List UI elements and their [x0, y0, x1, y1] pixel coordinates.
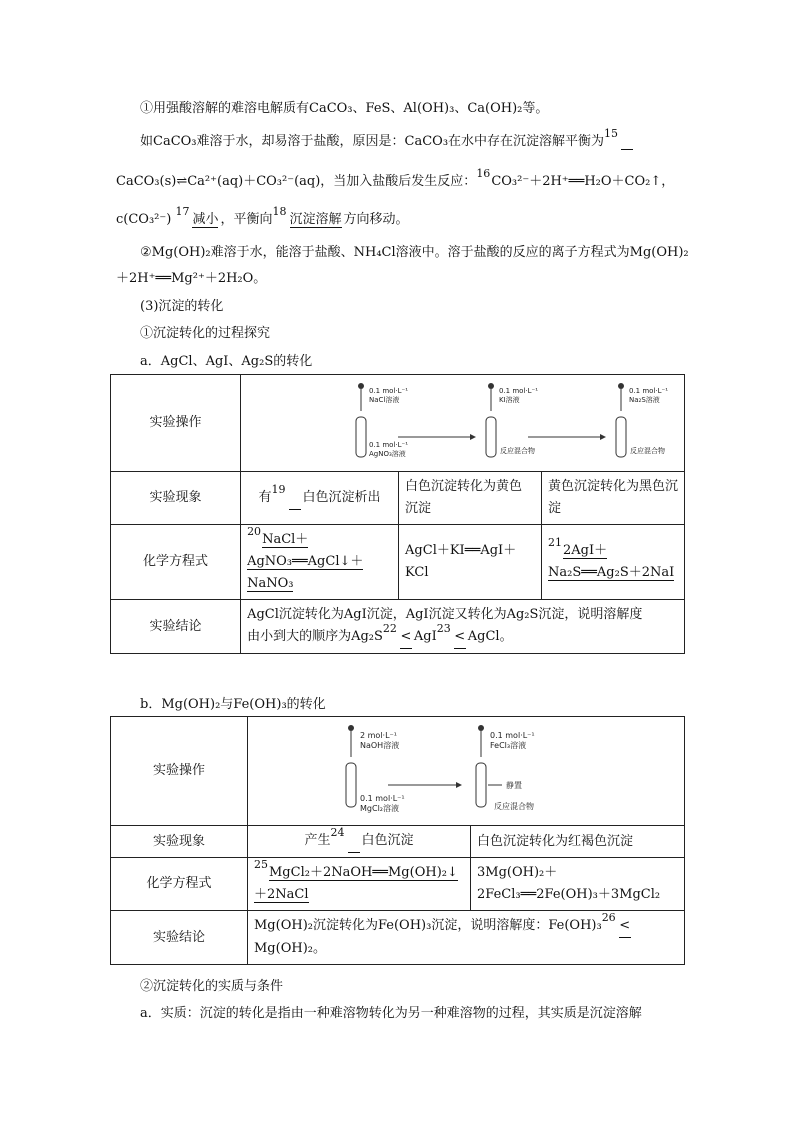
obs-text: 白色沉淀析出 [302, 489, 381, 505]
label-conclusion: 实验结论 [111, 911, 248, 965]
heading-b: b．Mg(OH)₂与Fe(OH)₃的转化 [140, 697, 326, 712]
conclusion-text: Mg(OH)₂沉淀转化为Fe(OH)₃沉淀，说明溶解度：Fe(OH)₃ [254, 918, 602, 933]
obs-prefix: 有 [258, 489, 272, 505]
obs-text: 白色沉淀 [361, 833, 414, 848]
conclusion-text: Mg(OH)₂。 [254, 941, 326, 956]
label-operation: 实验操作 [111, 375, 241, 472]
para-strong-acid: ①用强酸溶解的难溶电解质有CaCO₃、FeS、Al(OH)₃、Ca(OH)₂等。 [140, 101, 549, 116]
para-equilibrium [116, 167, 675, 189]
arrow-head-icon [600, 434, 606, 440]
obs-white [241, 472, 399, 525]
blank-18: 沉淀溶解 [290, 208, 342, 228]
heading-process: ①沉淀转化的过程探究 [140, 326, 271, 341]
mixture-label: 反应混合物 [499, 447, 535, 455]
equation-3 [542, 525, 685, 600]
equilibrium-text: CaCO₃(s)⇌Ca²⁺(aq)＋CO₃²⁻(aq)，当加入盐酸后发生反应： [116, 174, 477, 189]
equation-text: 2AgI＋Na₂S══Ag₂S＋2NaI [548, 543, 675, 580]
stand-label: 静置 [506, 781, 522, 790]
test-tube-diagram [248, 379, 678, 467]
dropper-bulb [358, 383, 364, 389]
test-tube [356, 417, 366, 457]
table-mg-conversion [110, 716, 685, 965]
test-tube [476, 763, 486, 807]
blank-number-15: 15 [604, 127, 619, 140]
conclusion-text: AgCl沉淀转化为AgI沉淀，AgI沉淀又转化为Ag₂S沉淀，说明溶解度 [247, 607, 643, 622]
conclusion-text: 由小到大的顺序为Ag₂S [247, 629, 383, 644]
heading-a: a．AgCl、AgI、Ag₂S的转化 [140, 354, 313, 369]
blank-22: < [400, 626, 412, 649]
conclusion-text: AgI [413, 629, 437, 644]
equation-2: 3Mg(OH)₂＋2FeCl₃══2Fe(OH)₃＋3MgCl₂ [471, 858, 685, 911]
label-equation: 化学方程式 [111, 858, 248, 911]
heading-essence: ②沉淀转化的实质与条件 [140, 979, 284, 994]
para-caco3 [140, 127, 635, 150]
para-shift [116, 205, 409, 228]
obs-red-brown: 白色沉淀转化为红褐色沉淀 [471, 826, 685, 858]
equation-2: AgCl＋KI══AgI＋KCl [399, 525, 542, 600]
equation-text: MgCl₂＋2NaOH══Mg(OH)₂↓＋2NaCl [254, 865, 458, 902]
reagent-label: MgCl₂溶液 [360, 804, 399, 813]
blank-number-18: 18 [272, 205, 287, 218]
mixture-label: 反应混合物 [629, 447, 665, 455]
label-conclusion: 实验结论 [111, 600, 241, 654]
reagent-label: NaOH溶液 [360, 741, 400, 750]
mixture-label: 反应混合物 [494, 802, 534, 811]
blank-number-21: 21 [548, 536, 562, 549]
reagent-label: 2 mol·L⁻¹ [360, 731, 397, 740]
reagent-label: KI溶液 [498, 396, 520, 404]
equation-1 [248, 858, 471, 911]
blank-number-19: 19 [271, 482, 286, 496]
blank-number-16: 16 [476, 167, 491, 180]
para-mgoh2: ②Mg(OH)₂难溶于水，能溶于盐酸、NH₄Cl溶液中。溶于盐酸的反应的离子方程式为Mg(OH)₂ [140, 245, 689, 260]
shift-text: ，平衡向 [220, 212, 273, 227]
heading-conversion: (3)沉淀的转化 [140, 299, 224, 314]
blank-23: < [454, 626, 466, 649]
reagent-label: 0.1 mol·L⁻¹ [498, 387, 538, 395]
equation-1 [241, 525, 399, 600]
reagent-label: Na₂S溶液 [628, 396, 660, 404]
test-tube [486, 417, 496, 457]
conclusion-ag [241, 600, 685, 654]
conclusion-mg [248, 911, 685, 965]
dropper-bulb [348, 725, 354, 731]
arrow-head-icon [456, 782, 462, 788]
reagent-label: NaCl溶液 [368, 396, 399, 404]
blank-number-22: 22 [382, 622, 397, 635]
reagent-label: AgNO₃溶液 [368, 450, 406, 458]
conc-text: c(CO₃²⁻) [116, 212, 172, 227]
para-caco3-text: 如CaCO₃难溶于水，却易溶于盐酸，原因是：CaCO₃在水中存在沉淀溶解平衡为 [140, 134, 605, 149]
blank-17: 减小 [192, 208, 218, 228]
blank-number-26: 26 [601, 911, 616, 924]
blank-26: < [619, 915, 631, 938]
test-tube [616, 417, 626, 457]
label-equation: 化学方程式 [111, 525, 241, 600]
arrow-head-icon [470, 434, 476, 440]
direction-text: 方向移动。 [343, 212, 409, 227]
figure-ag-tubes [241, 375, 685, 472]
obs-white [248, 826, 471, 858]
reaction-text: CO₃²⁻＋2H⁺══H₂O＋CO₂↑， [491, 174, 675, 189]
dropper-bulb [488, 383, 494, 389]
test-tube [346, 763, 356, 807]
reagent-label: 0.1 mol·L⁻¹ [628, 387, 668, 395]
label-phenomenon: 实验现象 [111, 826, 248, 858]
reagent-label: 0.1 mol·L⁻¹ [360, 794, 405, 803]
para-mgoh2-eq: ＋2H⁺══Mg²⁺＋2H₂O。 [116, 271, 267, 286]
reagent-label: FeCl₃溶液 [490, 741, 527, 750]
blank-number-20: 20 [247, 525, 262, 538]
blank-24 [348, 830, 360, 853]
obs-yellow: 白色沉淀转化为黄色沉淀 [399, 472, 542, 525]
obs-black: 黄色沉淀转化为黑色沉淀 [542, 472, 685, 525]
figure-mg-tubes [248, 717, 685, 826]
blank-15 [621, 134, 633, 150]
para-essence: a．实质：沉淀的转化是指由一种难溶物转化为另一种难溶物的过程，其实质是沉淀溶解 [140, 1006, 642, 1021]
label-phenomenon: 实验现象 [111, 472, 241, 525]
blank-number-24: 24 [330, 826, 345, 839]
obs-prefix: 产生 [304, 833, 331, 848]
dropper-bulb [478, 725, 484, 731]
table-ag-conversion [110, 374, 685, 654]
blank-number-17: 17 [175, 205, 190, 218]
reagent-label: 0.1 mol·L⁻¹ [368, 441, 408, 449]
blank-19 [289, 487, 301, 510]
blank-number-23: 23 [436, 622, 451, 635]
test-tube-diagram [316, 721, 616, 821]
reagent-label: 0.1 mol·L⁻¹ [490, 731, 535, 740]
conclusion-text: AgCl。 [467, 629, 513, 644]
reagent-label: 0.1 mol·L⁻¹ [368, 387, 408, 395]
dropper-bulb [618, 383, 624, 389]
blank-number-25: 25 [254, 858, 268, 871]
label-operation: 实验操作 [111, 717, 248, 826]
equation-text: NaCl＋AgNO₃══AgCl↓＋NaNO₃ [247, 532, 364, 591]
